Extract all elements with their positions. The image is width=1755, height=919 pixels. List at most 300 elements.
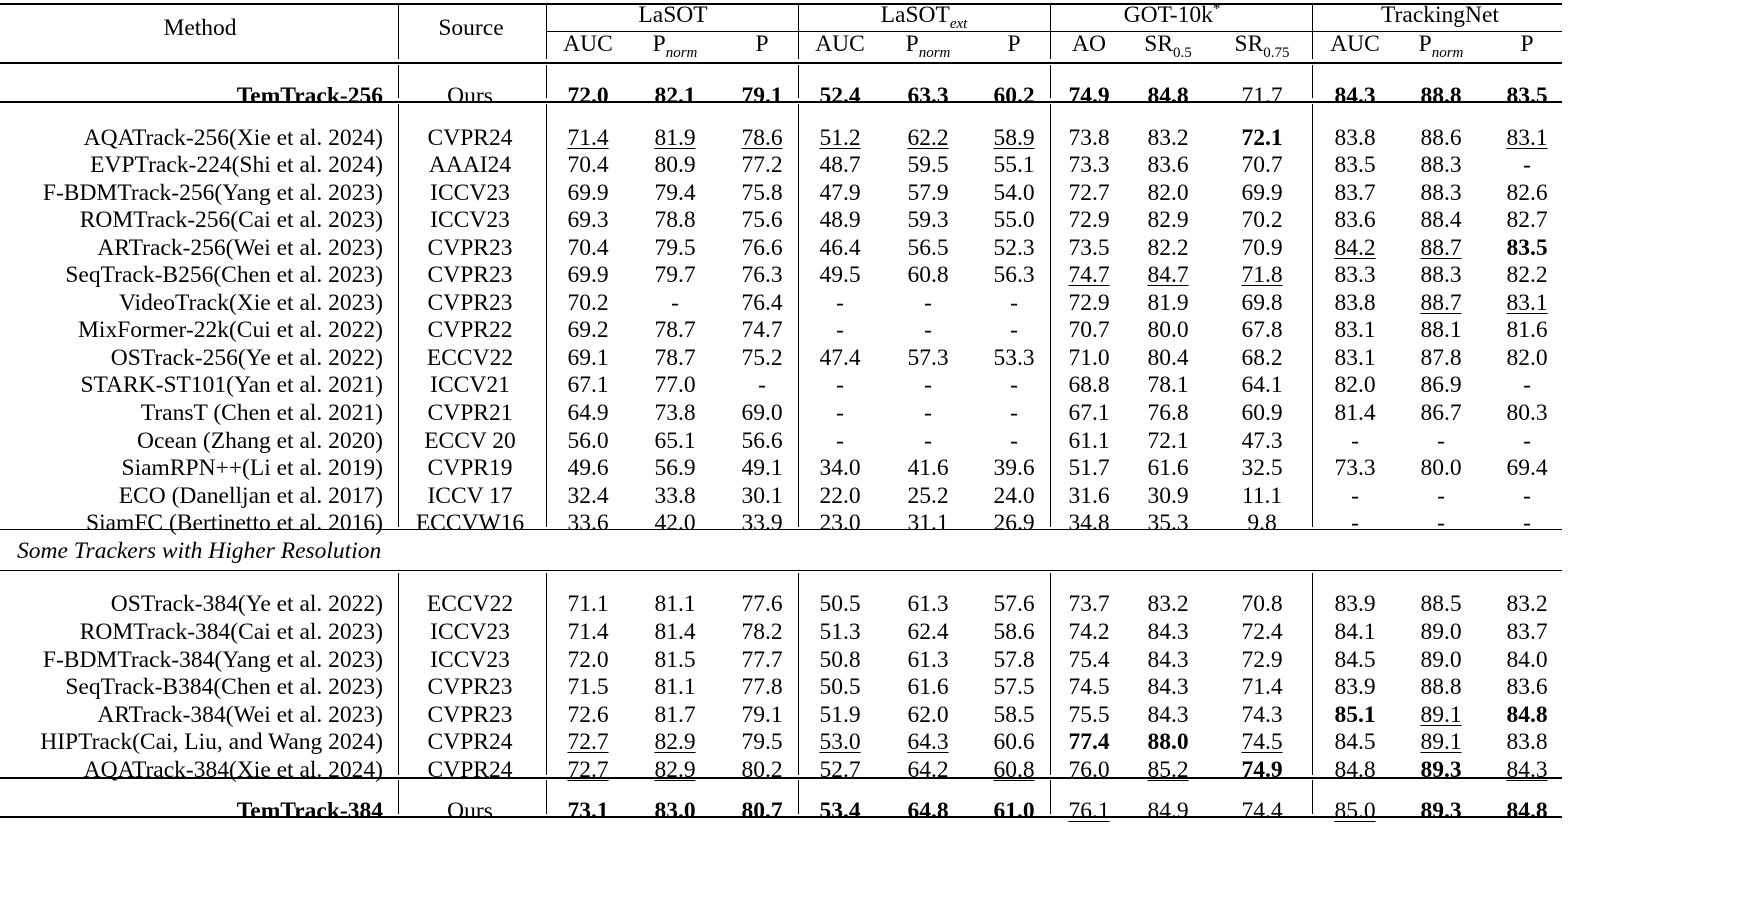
table-cell: - (1010, 428, 1018, 454)
table-cell: 59.3 (907, 207, 949, 233)
method-name: HIPTrack(Cai, Liu, and Wang 2024) (40, 729, 383, 755)
table-cell: 56.5 (907, 235, 949, 261)
table-cell: 83.7 (1334, 180, 1376, 206)
table-cell: 73.5 (1068, 235, 1110, 261)
table-cell: 84.3 (1147, 647, 1189, 673)
table-cell: - (836, 290, 844, 316)
source-venue: CVPR22 (427, 317, 513, 343)
column-separator (546, 573, 547, 775)
table-cell: 55.1 (993, 152, 1035, 178)
table-cell: 31.1 (907, 510, 949, 536)
metric-header (815, 30, 865, 58)
metric-name: AO (1072, 31, 1106, 57)
table-cell: 51.9 (819, 702, 861, 728)
table-cell: 26.9 (993, 510, 1035, 536)
table-cell: - (924, 400, 932, 426)
table-cell: - (1523, 152, 1531, 178)
table-cell: 41.6 (907, 455, 949, 481)
table-cell: 83.5 (1506, 83, 1548, 109)
header-rule (0, 62, 1562, 64)
table-cell: - (1010, 290, 1018, 316)
benchmark-subscript: ext (949, 16, 968, 32)
table-cell: 60.2 (993, 83, 1035, 109)
table-cell: 75.4 (1068, 647, 1110, 673)
method-name: ARTrack-256(Wei et al. 2023) (97, 235, 383, 261)
table-cell: 51.7 (1068, 455, 1110, 481)
table-cell: 74.7 (1068, 262, 1110, 288)
table-cell: 64.3 (907, 729, 949, 755)
table-cell: 71.0 (1068, 345, 1110, 371)
table-cell: 71.4 (567, 125, 609, 151)
table-cell: 70.2 (567, 290, 609, 316)
table-cell: 39.6 (993, 455, 1035, 481)
table-cell: 67.1 (1068, 400, 1110, 426)
benchmark-name: LaSOT (638, 2, 708, 28)
table-cell: 83.1 (1506, 290, 1548, 316)
table-cell: - (924, 317, 932, 343)
method-name: MixFormer-22k(Cui et al. 2022) (78, 317, 383, 343)
table-cell: 72.7 (1068, 180, 1110, 206)
method-name: ARTrack-384(Wei et al. 2023) (97, 702, 383, 728)
table-cell: 82.2 (1147, 235, 1189, 261)
method-name: EVPTrack-224(Shi et al. 2024) (90, 152, 383, 178)
table-cell: 72.7 (567, 729, 609, 755)
table-cell: 83.2 (1506, 591, 1548, 617)
table-cell: 47.4 (819, 345, 861, 371)
table-cell: 72.9 (1241, 647, 1283, 673)
rule-line (0, 570, 1562, 571)
table-cell: 60.6 (993, 729, 1035, 755)
table-cell: 69.0 (741, 400, 783, 426)
source-venue: CVPR19 (427, 455, 513, 481)
method-name: SeqTrack-B384(Chen et al. 2023) (65, 674, 383, 700)
table-cell: 88.7 (1420, 235, 1462, 261)
table-cell: 84.9 (1147, 798, 1189, 824)
metric-name: SR (1144, 31, 1173, 57)
table-cell: 78.2 (741, 619, 783, 645)
table-cell: 89.0 (1420, 619, 1462, 645)
table-cell: 58.6 (993, 619, 1035, 645)
table-cell: 31.6 (1068, 483, 1110, 509)
table-cell: 57.8 (993, 647, 1035, 673)
column-separator (798, 3, 799, 59)
benchmark-header (638, 1, 707, 29)
table-cell: 84.0 (1506, 647, 1548, 673)
table-cell: 56.0 (567, 428, 609, 454)
source-venue: Ours (447, 83, 493, 109)
table-cell: 62.4 (907, 619, 949, 645)
table-cell: 88.3 (1420, 262, 1462, 288)
table-cell: 81.4 (1334, 400, 1376, 426)
benchmark-name: TrackingNet (1381, 2, 1499, 28)
table-cell: 77.8 (741, 674, 783, 700)
metric-header (1007, 30, 1020, 58)
column-separator (1050, 3, 1051, 59)
table-cell: 80.7 (741, 798, 783, 824)
source-venue: ICCV23 (430, 207, 510, 233)
table-cell: 34.8 (1068, 510, 1110, 536)
table-cell: 82.9 (654, 729, 696, 755)
table-cell: 65.1 (654, 428, 696, 454)
table-cell: 80.4 (1147, 345, 1189, 371)
table-cell: 53.4 (819, 798, 861, 824)
table-cell: 84.3 (1506, 757, 1548, 783)
method-name: OSTrack-256(Ye et al. 2022) (110, 345, 383, 371)
table-cell: 76.1 (1068, 798, 1110, 824)
table-cell: 74.2 (1068, 619, 1110, 645)
group-rule (546, 31, 1562, 32)
table-cell: 76.3 (741, 262, 783, 288)
method-name: F-BDMTrack-384(Yang et al. 2023) (42, 647, 383, 673)
table-cell: 60.9 (1241, 400, 1283, 426)
table-cell: 55.0 (993, 207, 1035, 233)
table-cell: 81.9 (1147, 290, 1189, 316)
source-venue: CVPR24 (427, 125, 513, 151)
source-venue: CVPR23 (427, 290, 513, 316)
table-cell: 72.1 (1147, 428, 1189, 454)
source-venue: CVPR24 (427, 729, 513, 755)
table-cell: 67.1 (567, 372, 609, 398)
table-cell: 72.4 (1241, 619, 1283, 645)
table-cell: 81.1 (654, 674, 696, 700)
table-cell: 89.0 (1420, 647, 1462, 673)
benchmark-header (1124, 1, 1221, 29)
table-cell: 78.7 (654, 317, 696, 343)
table-cell: 52.3 (993, 235, 1035, 261)
table-cell: 71.4 (567, 619, 609, 645)
table-cell: 80.3 (1506, 400, 1548, 426)
method-name: AQATrack-384(Xie et al. 2024) (83, 757, 383, 783)
table-cell: 83.0 (654, 798, 696, 824)
table-cell: 82.0 (1147, 180, 1189, 206)
table-cell: 77.7 (741, 647, 783, 673)
table-cell: 56.3 (993, 262, 1035, 288)
benchmark-header (1381, 1, 1499, 29)
table-cell: 51.2 (819, 125, 861, 151)
table-cell: 80.0 (1147, 317, 1189, 343)
table-cell: 84.3 (1147, 619, 1189, 645)
column-separator (398, 65, 399, 98)
table-cell: - (836, 400, 844, 426)
table-cell: 84.5 (1334, 729, 1376, 755)
table-cell: 70.7 (1241, 152, 1283, 178)
metric-subscript: 0.5 (1173, 45, 1192, 61)
table-cell: 34.0 (819, 455, 861, 481)
table-cell: 88.1 (1420, 317, 1462, 343)
table-cell: 83.8 (1334, 125, 1376, 151)
benchmark-header (881, 1, 968, 32)
table-cell: 83.8 (1334, 290, 1376, 316)
table-cell: 72.9 (1068, 207, 1110, 233)
column-separator (1050, 65, 1051, 98)
table-cell: 78.1 (1147, 372, 1189, 398)
table-cell: 83.9 (1334, 591, 1376, 617)
table-cell: 82.0 (1506, 345, 1548, 371)
method-name: TemTrack-384 (236, 798, 383, 824)
metric-name: P (905, 31, 919, 57)
table-cell: 70.8 (1241, 591, 1283, 617)
column-separator (546, 3, 547, 59)
table-cell: 89.1 (1420, 702, 1462, 728)
table-cell: 75.6 (741, 207, 783, 233)
table-cell: 79.7 (654, 262, 696, 288)
table-cell: - (1351, 428, 1359, 454)
metric-header (1419, 30, 1464, 61)
column-separator (398, 780, 399, 814)
table-cell: 69.1 (567, 345, 609, 371)
table-cell: - (1437, 483, 1445, 509)
table-cell: 58.9 (993, 125, 1035, 151)
table-cell: 82.1 (654, 83, 696, 109)
table-cell: 61.0 (993, 798, 1035, 824)
table-cell: 69.4 (1506, 455, 1548, 481)
method-name: TransT (Chen et al. 2021) (140, 400, 383, 426)
table-cell: - (1010, 400, 1018, 426)
table-cell: 23.0 (819, 510, 861, 536)
metric-name: SR (1234, 31, 1264, 57)
table-cell: 70.4 (567, 235, 609, 261)
table-cell: 63.3 (907, 83, 949, 109)
table-cell: 77.4 (1068, 729, 1110, 755)
table-cell: 48.9 (819, 207, 861, 233)
table-cell: 50.8 (819, 647, 861, 673)
column-separator (798, 65, 799, 98)
table-cell: 88.3 (1420, 180, 1462, 206)
source-venue: Ours (447, 798, 493, 824)
table-cell: 80.0 (1420, 455, 1462, 481)
table-cell: 32.4 (567, 483, 609, 509)
table-cell: 84.3 (1147, 674, 1189, 700)
metric-subscript: norm (665, 45, 698, 61)
table-cell: 79.4 (654, 180, 696, 206)
table-cell: 82.0 (1334, 372, 1376, 398)
table-cell: 69.9 (567, 180, 609, 206)
table-cell: - (924, 428, 932, 454)
table-cell: 85.0 (1334, 798, 1376, 824)
benchmark-name: GOT-10k (1123, 2, 1213, 28)
table-cell: 86.7 (1420, 400, 1462, 426)
table-cell: 69.9 (1241, 180, 1283, 206)
column-separator (398, 3, 399, 59)
table-cell: 74.4 (1241, 798, 1283, 824)
table-cell: 74.5 (1068, 674, 1110, 700)
table-cell: 81.5 (654, 647, 696, 673)
table-cell: 73.8 (1068, 125, 1110, 151)
table-cell: 84.8 (1147, 83, 1189, 109)
table-cell: 72.6 (567, 702, 609, 728)
table-cell: 74.7 (741, 317, 783, 343)
table-cell: 88.8 (1420, 83, 1462, 109)
table-cell: 69.3 (567, 207, 609, 233)
metric-header (1072, 30, 1106, 58)
table-cell: 88.6 (1420, 125, 1462, 151)
source-header: Source (438, 15, 504, 41)
table-cell: 61.1 (1068, 428, 1110, 454)
table-cell: 64.1 (1241, 372, 1283, 398)
table-cell: 83.2 (1147, 591, 1189, 617)
method-name: ROMTrack-384(Cai et al. 2023) (79, 619, 383, 645)
table-cell: 79.1 (741, 702, 783, 728)
table-cell: 62.0 (907, 702, 949, 728)
table-cell: 75.5 (1068, 702, 1110, 728)
table-cell: 75.2 (741, 345, 783, 371)
table-cell: - (758, 372, 766, 398)
benchmark-name: LaSOT (880, 2, 950, 28)
table-cell: 60.8 (993, 757, 1035, 783)
table-cell: 59.5 (907, 152, 949, 178)
table-cell: 53.0 (819, 729, 861, 755)
table-cell: 33.8 (654, 483, 696, 509)
method-name: STARK-ST101(Yan et al. 2021) (80, 372, 383, 398)
table-cell: 83.5 (1334, 152, 1376, 178)
table-cell: 78.7 (654, 345, 696, 371)
table-cell: 82.2 (1506, 262, 1548, 288)
table-cell: 83.1 (1506, 125, 1548, 151)
table-cell: 77.6 (741, 591, 783, 617)
table-cell: 61.3 (907, 591, 949, 617)
source-venue: ICCV23 (430, 619, 510, 645)
table-cell: 79.1 (741, 83, 783, 109)
method-name: ECO (Danelljan et al. 2017) (118, 483, 383, 509)
table-cell: 81.6 (1506, 317, 1548, 343)
method-name: F-BDMTrack-256(Yang et al. 2023) (42, 180, 383, 206)
method-header: Method (163, 15, 237, 41)
table-cell: 84.8 (1506, 702, 1548, 728)
method-name: OSTrack-384(Ye et al. 2022) (110, 591, 383, 617)
column-separator (1312, 3, 1313, 59)
table-cell: 83.3 (1334, 262, 1376, 288)
table-cell: 88.0 (1147, 729, 1189, 755)
table-cell: 71.4 (1241, 674, 1283, 700)
table-cell: - (1010, 372, 1018, 398)
table-cell: 83.2 (1147, 125, 1189, 151)
table-cell: 76.8 (1147, 400, 1189, 426)
metric-subscript: norm (1431, 45, 1464, 61)
table-cell: 60.8 (907, 262, 949, 288)
table-cell: - (836, 372, 844, 398)
table-cell: 72.0 (567, 647, 609, 673)
table-cell: 69.9 (567, 262, 609, 288)
table-cell: 75.8 (741, 180, 783, 206)
table-cell: 80.2 (741, 757, 783, 783)
table-cell: 88.8 (1420, 674, 1462, 700)
table-cell: 53.3 (993, 345, 1035, 371)
table-cell: 89.3 (1420, 798, 1462, 824)
table-cell: 62.2 (907, 125, 949, 151)
table-cell: 50.5 (819, 591, 861, 617)
table-cell: 78.8 (654, 207, 696, 233)
table-cell: 74.5 (1241, 729, 1283, 755)
table-cell: 81.1 (654, 591, 696, 617)
metric-name: AUC (563, 31, 613, 57)
table-cell: - (1523, 428, 1531, 454)
table-cell: - (1523, 483, 1531, 509)
table-cell: 57.5 (993, 674, 1035, 700)
table-cell: 83.1 (1334, 345, 1376, 371)
metric-name: P (1007, 31, 1021, 57)
table-cell: - (671, 290, 679, 316)
table-cell: 83.9 (1334, 674, 1376, 700)
table-cell: 85.1 (1334, 702, 1376, 728)
table-cell: 82.7 (1506, 207, 1548, 233)
table-cell: 73.1 (567, 798, 609, 824)
metric-subscript: norm (918, 45, 951, 61)
metric-name: AUC (1330, 31, 1380, 57)
table-cell: 54.0 (993, 180, 1035, 206)
metric-header (563, 30, 613, 58)
table-cell: 24.0 (993, 483, 1035, 509)
table-cell: 61.3 (907, 647, 949, 673)
table-cell: 73.7 (1068, 591, 1110, 617)
table-cell: 69.8 (1241, 290, 1283, 316)
table-cell: 88.4 (1420, 207, 1462, 233)
table-cell: - (836, 317, 844, 343)
method-name: VideoTrack(Xie et al. 2023) (119, 290, 383, 316)
table-cell: 83.1 (1334, 317, 1376, 343)
table-cell: 33.6 (567, 510, 609, 536)
table-cell: 78.6 (741, 125, 783, 151)
table-cell: 81.9 (654, 125, 696, 151)
table-cell: - (924, 290, 932, 316)
table-cell: 67.8 (1241, 317, 1283, 343)
table-cell: 64.9 (567, 400, 609, 426)
table-cell: 68.2 (1241, 345, 1283, 371)
table-cell: 77.2 (741, 152, 783, 178)
column-separator (798, 573, 799, 775)
source-venue: ECCV 20 (424, 428, 516, 454)
table-cell: 84.2 (1334, 235, 1376, 261)
table-cell: 51.3 (819, 619, 861, 645)
source-venue: ICCV21 (430, 372, 510, 398)
table-cell: 72.9 (1068, 290, 1110, 316)
metric-header (1330, 30, 1380, 58)
table-cell: 89.3 (1420, 757, 1462, 783)
column-separator (1312, 65, 1313, 98)
table-cell: 76.0 (1068, 757, 1110, 783)
benchmark-superscript: * (1212, 1, 1221, 18)
metric-name: AUC (815, 31, 865, 57)
method-name: ROMTrack-256(Cai et al. 2023) (79, 207, 383, 233)
metric-name: P (1418, 31, 1432, 57)
table-cell: - (1437, 428, 1445, 454)
method-name: SiamRPN++(Li et al. 2019) (121, 455, 383, 481)
source-venue: CVPR23 (427, 702, 513, 728)
table-cell: 49.6 (567, 455, 609, 481)
table-cell: 70.4 (567, 152, 609, 178)
table-cell: 84.3 (1147, 702, 1189, 728)
column-separator (1312, 104, 1313, 527)
table-cell: 83.8 (1506, 729, 1548, 755)
table-cell: 49.1 (741, 455, 783, 481)
table-cell: 73.3 (1334, 455, 1376, 481)
table-cell: 49.5 (819, 262, 861, 288)
table-cell: 83.6 (1334, 207, 1376, 233)
table-cell: 84.8 (1334, 757, 1376, 783)
table-cell: 84.8 (1506, 798, 1548, 824)
column-separator (546, 104, 547, 527)
table-cell: 57.3 (907, 345, 949, 371)
table-cell: 48.7 (819, 152, 861, 178)
column-separator (398, 573, 399, 775)
table-cell: 57.6 (993, 591, 1035, 617)
table-cell: 74.9 (1068, 83, 1110, 109)
table-cell: - (1010, 317, 1018, 343)
table-cell: 84.7 (1147, 262, 1189, 288)
table-cell: 9.8 (1247, 510, 1277, 536)
metric-header (1235, 30, 1290, 61)
table-cell: 61.6 (1147, 455, 1189, 481)
source-venue: ECCV22 (426, 591, 514, 617)
